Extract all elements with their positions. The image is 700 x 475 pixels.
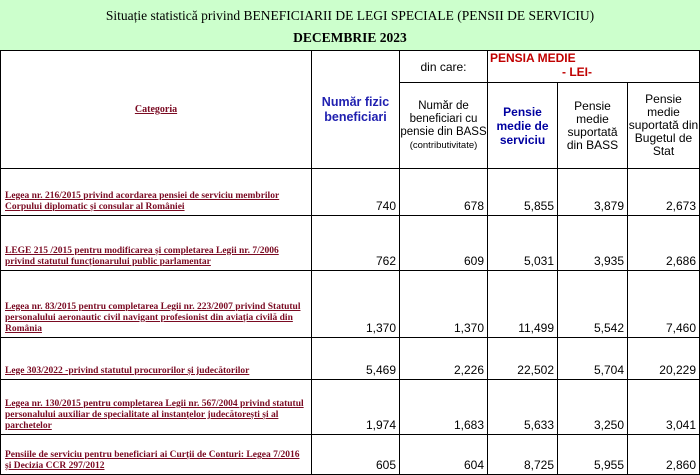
row-category: Legea nr. 130/2015 pentru completarea Legii nr. 567/2004 privind statutul personalului auxiliar de specialitate al instanțelor judecătorești și al parchetelor <box>1 380 312 435</box>
cell-bass: 1,370 <box>400 271 488 338</box>
cell-serviciu: 5,031 <box>488 216 558 271</box>
page-title: Situație statistică privind BENEFICIARII DE LEGI SPECIALE (PENSII DE SERVICIU) <box>105 8 595 23</box>
cell-serviciu: 5,633 <box>488 380 558 435</box>
col-header-bass <box>400 83 488 169</box>
col-header-pensie-serviciu: Pensie medie de serviciu <box>488 83 558 169</box>
cell-din-bass: 3,250 <box>558 380 628 435</box>
cell-din-bass: 3,879 <box>558 169 628 216</box>
col-header-pensia-medie <box>488 51 700 83</box>
cell-buget: 2,673 <box>628 169 700 216</box>
table-row <box>1 169 700 216</box>
cell-numar: 1,370 <box>312 271 400 338</box>
bass-main-label: Număr de beneficiari cu pensie din BASS <box>400 99 487 138</box>
cell-serviciu: 11,499 <box>488 271 558 338</box>
col-header-din-care: din care: <box>400 51 488 83</box>
statistics-table <box>0 50 700 475</box>
cell-bass: 678 <box>400 169 488 216</box>
cell-din-bass: 5,704 <box>558 338 628 380</box>
col-header-suportata-buget: Pensie medie suportată din Bugetul de Stat <box>628 83 700 169</box>
cell-din-bass: 3,935 <box>558 216 628 271</box>
cell-numar: 1,974 <box>312 380 400 435</box>
cell-buget: 2,860 <box>628 435 700 475</box>
pensia-medie-label: PENSIA MEDIE <box>490 51 576 65</box>
cell-din-bass: 5,955 <box>558 435 628 475</box>
cell-bass: 609 <box>400 216 488 271</box>
row-category: Lege 303/2022 -privind statutul procurorilor și judecătorilor <box>1 338 312 380</box>
title-band <box>0 0 700 50</box>
table-row <box>1 216 700 271</box>
page-subtitle: DECEMBRIE 2023 <box>293 30 407 45</box>
cell-serviciu: 5,855 <box>488 169 558 216</box>
cell-din-bass: 5,542 <box>558 271 628 338</box>
col-header-suportata-bass: Pensie medie suportată din BASS <box>558 83 628 169</box>
table-row <box>1 435 700 475</box>
lei-label: - LEI- <box>562 65 592 79</box>
cell-bass: 604 <box>400 435 488 475</box>
cell-serviciu: 8,725 <box>488 435 558 475</box>
cell-numar: 762 <box>312 216 400 271</box>
table-row <box>1 338 700 380</box>
cell-bass: 1,683 <box>400 380 488 435</box>
bass-sub-label: (contributivitate) <box>409 139 478 151</box>
col-header-categoria: Categoria <box>1 51 312 169</box>
cell-buget: 3,041 <box>628 380 700 435</box>
cell-buget: 2,686 <box>628 216 700 271</box>
row-category: Pensiile de serviciu pentru beneficiari ai Curții de Conturi: Legea 7/2016 și Decizia CCR 297/2012 <box>1 435 312 475</box>
cell-buget: 20,229 <box>628 338 700 380</box>
col-header-numar-fizic: Număr fizic beneficiari <box>312 51 400 169</box>
table-row <box>1 271 700 338</box>
cell-numar: 740 <box>312 169 400 216</box>
table-row <box>1 380 700 435</box>
row-category: Legea nr. 83/2015 pentru completarea Legii nr. 223/2007 privind Statutul personalului aeronautic civil navigant profesionist din aviația civilă din România <box>1 271 312 338</box>
cell-numar: 5,469 <box>312 338 400 380</box>
header-row-1 <box>1 51 700 83</box>
cell-numar: 605 <box>312 435 400 475</box>
row-category: Legea nr. 216/2015 privind acordarea pensiei de serviciu membrilor Corpului diplomatic și consular al României <box>1 169 312 216</box>
cell-serviciu: 22,502 <box>488 338 558 380</box>
cell-buget: 7,460 <box>628 271 700 338</box>
row-category: LEGE 215 /2015 pentru modificarea și completarea Legii nr. 7/2006 privind statutul funcționarului public parlamentar <box>1 216 312 271</box>
cell-bass: 2,226 <box>400 338 488 380</box>
